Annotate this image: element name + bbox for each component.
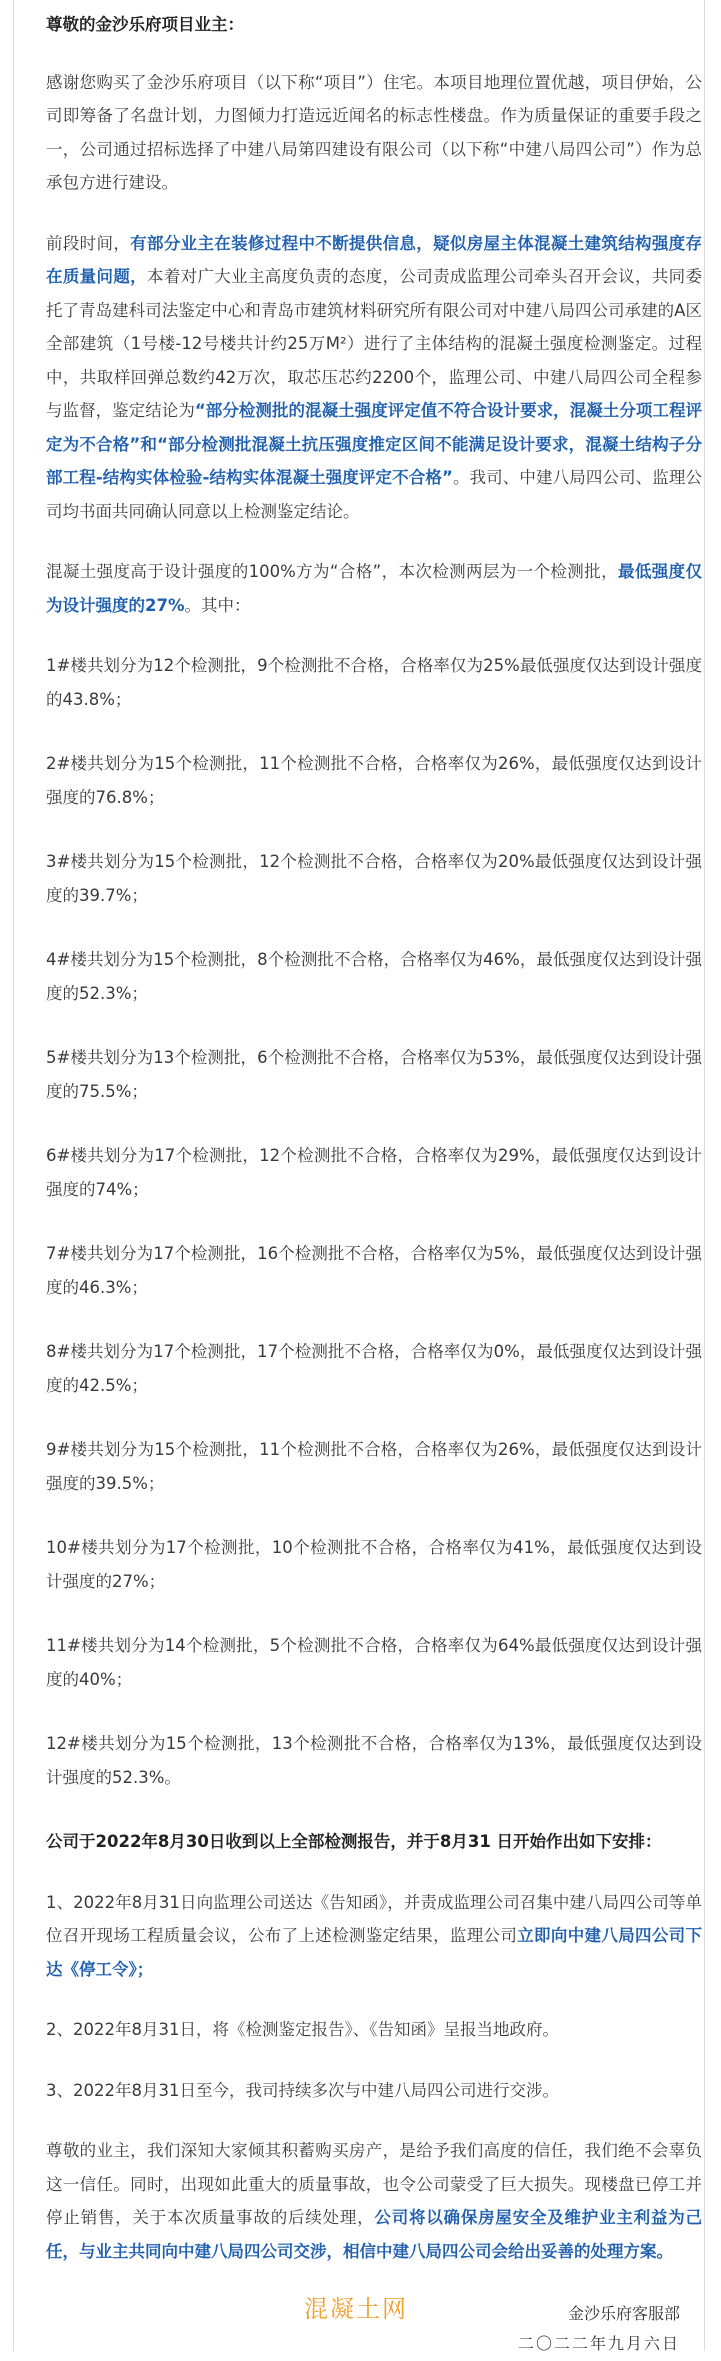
paragraph-closing (46, 2134, 702, 2268)
inspection-text-a: 前段时间， (46, 233, 131, 253)
article-frame (13, 0, 705, 2351)
signature-date: 二〇二二年九月六日 (517, 2334, 680, 2353)
inspection-highlight-issue: 有部分业主在装修过程中不断提供信息，疑似房屋主体混凝土建筑结构强度存在质量问题， (46, 233, 703, 286)
list-item: 9#楼共划分为15个检测批，11个检测批不合格，合格率仅为26%，最低强度仅达到设计强度的39.5%； (46, 1440, 702, 1493)
arrangement-item-3: 3、2022年8月31日至今，我司持续多次与中建八局四公司进行交涉。 (46, 2080, 559, 2100)
list-item: 12#楼共划分为15个检测批，13个检测批不合格，合格率仅为13%，最低强度仅达到设计强度的52.3%。 (46, 1734, 702, 1787)
arrangement-item-1 (46, 1886, 702, 1987)
closing-highlight: 公司将以确保房屋安全及维护业主利益为己任，与业主共同向中建八局四公司交涉，相信中建八局四公司会给出妥善的处理方案。 (46, 2208, 703, 2261)
paragraph-intro: 感谢您购买了金沙乐府项目（以下称“项目”）住宅。本项目地理位置优越，项目伊始，公司即筹备了名盘计划，力图倾力打造远近闻名的标志性楼盘。作为质量保证的重要手段之一，公司通过招标选择了中建八局第四建设有限公司（以下称“中建八局四公司”）作为总承包方进行建设。 (46, 72, 702, 192)
arrangement-1-text: 1、2022年8月31日向监理公司送达《告知函》，并责成监理公司召集中建八局四公司等单位召开现场工程质量会议，公布了上述检测鉴定结果，监理公司 (46, 1892, 702, 1945)
letter-body (46, 8, 702, 2295)
inspection-text-c: 本着对广大业主高度负责的态度，公司责成监理公司牵头召开会议，共同委托了青岛建科司法鉴定中心和青岛市建筑材料研究所有限公司对中建八局四公司承建的A区全部建筑（1号楼-12号楼共计约25万M²）进行了主体结构的混凝土强度检测鉴定。过程中，共取样回弹总数约42万次，取芯压芯约2200个，监理公司、中建八局四公司全程参与监督，鉴定结论为 (46, 267, 703, 420)
arrangement-1-highlight: 立即向中建八局四公司下达《停工令》； (46, 1926, 703, 1979)
list-item: 5#楼共划分为13个检测批，6个检测批不合格，合格率仅为53%，最低强度仅达到设计强度的75.5%； (46, 1048, 702, 1101)
strength-text-a: 混凝土强度高于设计强度的100%方为“合格”，本次检测两层为一个检测批， (46, 562, 618, 581)
list-item: 10#楼共划分为17个检测批，10个检测批不合格，合格率仅为41%，最低强度仅达到设计强度的27%； (46, 1538, 702, 1591)
list-item: 2#楼共划分为15个检测批，11个检测批不合格，合格率仅为26%，最低强度仅达到设计强度的76.8%； (46, 754, 702, 807)
inspection-highlight-conclusion: “部分检测批的混凝土强度评定值不符合设计要求，混凝土分项工程评定为不合格”和“部分检测批混凝土抗压强度推定区间不能满足设计要求，混凝土结构子分部工程-结构实体检验-结构实体混凝土强度评定不合格” (46, 401, 702, 487)
signature-department: 金沙乐府客服部 (567, 2304, 680, 2323)
list-item: 3#楼共划分为15个检测批，12个检测批不合格，合格率仅为20%最低强度仅达到设计强度的39.7%； (46, 852, 702, 905)
closing-text: 尊敬的业主，我们深知大家倾其积蓄购买房产，是给予我们高度的信任，我们绝不会辜负这一信任。同时，出现如此重大的质量事故，也令公司蒙受了巨大损失。现楼盘已停工并停止销售，关于本次质量事故的后续处理， (46, 2141, 702, 2227)
arrangement-heading: 公司于2022年8月30日收到以上全部检测报告，并于8月31 日开始作出如下安排： (46, 1832, 662, 1851)
list-item: 7#楼共划分为17个检测批，16个检测批不合格，合格率仅为5%，最低强度仅达到设计强度的46.3%； (46, 1244, 702, 1297)
list-item: 4#楼共划分为15个检测批，8个检测批不合格，合格率仅为46%，最低强度仅达到设计强度的52.3%； (46, 950, 702, 1003)
letter-footer (14, 2287, 704, 2351)
watermark-logo: 混凝土网 (304, 2295, 408, 2323)
arrangement-item-2: 2、2022年8月31日，将《检测鉴定报告》、《告知函》呈报当地政府。 (46, 2020, 559, 2039)
strength-highlight: 最低强度仅为设计强度的27% (46, 562, 702, 615)
paragraph-inspection (46, 227, 702, 529)
list-item: 11#楼共划分为14个检测批，5个检测批不合格，合格率仅为64%最低强度仅达到设计强度的40%； (46, 1636, 702, 1689)
list-item: 6#楼共划分为17个检测批，12个检测批不合格，合格率仅为29%，最低强度仅达到设计强度的74%； (46, 1146, 702, 1199)
letter-greeting: 尊敬的金沙乐府项目业主： (46, 15, 244, 34)
list-item: 1#楼共划分为12个检测批，9个检测批不合格，合格率仅为25%最低强度仅达到设计强度的43.8%； (46, 656, 702, 709)
strength-text-c: 。其中： (184, 595, 251, 615)
paragraph-strength (46, 555, 702, 622)
building-results-list (46, 649, 702, 1794)
inspection-text-e: 。我司、中建八局四公司、监理公司均书面共同确认同意以上检测鉴定结论。 (46, 468, 702, 521)
list-item: 8#楼共划分为17个检测批，17个检测批不合格，合格率仅为0%，最低强度仅达到设计强度的42.5%； (46, 1342, 702, 1395)
